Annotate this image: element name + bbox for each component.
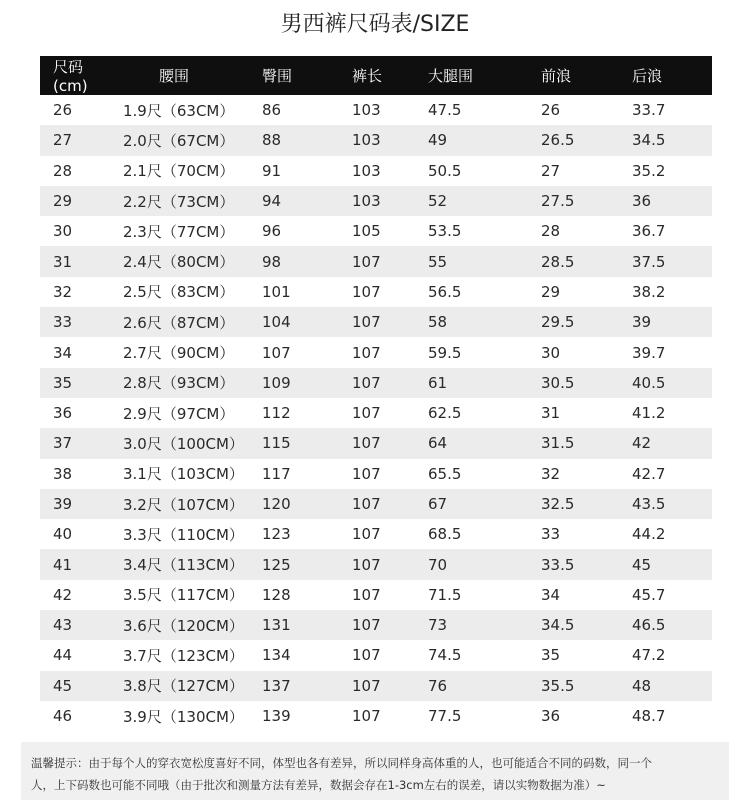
cell-front-rise: 26.5: [535, 125, 624, 155]
cell-hip: 109: [262, 368, 352, 398]
cell-length: 107: [352, 585, 381, 604]
cell-back-rise: 48: [624, 671, 712, 701]
cell-size: 36: [53, 404, 73, 423]
cell-thigh: 50.5: [428, 161, 462, 180]
cell-back-rise: 40.5: [624, 368, 712, 398]
cell-size: 45: [40, 671, 110, 701]
cell-back-rise: 48.7: [632, 707, 666, 726]
note-box: [21, 742, 729, 800]
cell-size: 27: [40, 125, 110, 155]
cell-thigh: 77.5: [428, 707, 462, 726]
cell-waist: 3.6尺（120CM）: [110, 610, 262, 640]
cell-hip: 125: [262, 549, 352, 579]
cell-size: 33: [40, 307, 110, 337]
cell-length: 103: [352, 186, 428, 216]
cell-back-rise: 33.7: [632, 101, 666, 120]
cell-hip: 86: [262, 101, 282, 120]
cell-waist: 2.9尺（97CM）: [123, 404, 235, 423]
cell-hip: 128: [262, 585, 291, 604]
cell-size: 34: [53, 343, 73, 362]
cell-waist: 3.2尺（107CM）: [110, 489, 262, 519]
cell-size: 32: [53, 282, 73, 301]
table-row: [40, 95, 712, 125]
cell-waist: 2.2尺（73CM）: [110, 186, 262, 216]
cell-front-rise: 33.5: [535, 549, 624, 579]
cell-thigh: 74.5: [428, 646, 462, 665]
cell-thigh: 64: [428, 428, 535, 458]
cell-front-rise: 34.5: [535, 610, 624, 640]
cell-length: 107: [352, 464, 381, 483]
cell-size: 39: [40, 489, 110, 519]
cell-back-rise: 42.7: [632, 464, 666, 483]
table-row: [40, 277, 712, 307]
table-row: [40, 368, 712, 398]
cell-front-rise: 27: [541, 161, 561, 180]
table-row: [40, 125, 712, 155]
cell-thigh: 59.5: [428, 343, 462, 362]
cell-size: 44: [53, 646, 73, 665]
cell-size: 30: [53, 222, 73, 241]
cell-front-rise: 27.5: [535, 186, 624, 216]
cell-size: 40: [53, 525, 73, 544]
table-row: [40, 519, 712, 549]
cell-front-rise: 29: [541, 282, 561, 301]
header-size: 尺码(cm): [40, 56, 110, 95]
header-length: 裤长: [352, 56, 428, 95]
cell-length: 107: [352, 428, 428, 458]
cell-front-rise: 30: [541, 343, 561, 362]
cell-hip: 107: [262, 343, 291, 362]
table-row: [40, 640, 712, 670]
table-row: [40, 580, 712, 610]
cell-front-rise: 32.5: [535, 489, 624, 519]
cell-hip: 123: [262, 525, 291, 544]
cell-size: 42: [53, 585, 73, 604]
cell-thigh: 47.5: [428, 101, 462, 120]
table-row: [40, 549, 712, 579]
table-row: [40, 459, 712, 489]
header-thigh: 大腿围: [428, 56, 535, 95]
cell-length: 107: [352, 610, 428, 640]
cell-hip: 101: [262, 282, 291, 301]
cell-size: 29: [40, 186, 110, 216]
cell-waist: 2.8尺（93CM）: [110, 368, 262, 398]
cell-hip: 120: [262, 489, 352, 519]
cell-thigh: 55: [428, 246, 535, 276]
cell-front-rise: 35.5: [535, 671, 624, 701]
cell-size: 26: [53, 101, 73, 120]
cell-size: 35: [40, 368, 110, 398]
cell-front-rise: 33: [541, 525, 561, 544]
cell-length: 107: [352, 549, 428, 579]
cell-thigh: 52: [428, 186, 535, 216]
cell-thigh: 70: [428, 549, 535, 579]
cell-thigh: 58: [428, 307, 535, 337]
cell-thigh: 56.5: [428, 282, 462, 301]
cell-hip: 117: [262, 464, 291, 483]
cell-thigh: 53.5: [428, 222, 462, 241]
cell-length: 103: [352, 101, 381, 120]
cell-length: 105: [352, 222, 381, 241]
cell-length: 107: [352, 343, 381, 362]
cell-back-rise: 38.2: [632, 282, 666, 301]
cell-front-rise: 34: [541, 585, 561, 604]
cell-front-rise: 28.5: [535, 246, 624, 276]
cell-hip: 131: [262, 610, 352, 640]
cell-length: 107: [352, 282, 381, 301]
header-hip: 臀围: [262, 56, 352, 95]
cell-back-rise: 47.2: [632, 646, 666, 665]
cell-front-rise: 31: [541, 404, 561, 423]
cell-length: 107: [352, 525, 381, 544]
cell-waist: 2.1尺（70CM）: [123, 162, 235, 181]
cell-thigh: 49: [428, 125, 535, 155]
cell-back-rise: 42: [624, 428, 712, 458]
cell-hip: 134: [262, 646, 291, 665]
cell-size: 38: [53, 464, 73, 483]
cell-waist: 1.9尺（63CM）: [123, 101, 235, 120]
cell-length: 103: [352, 161, 381, 180]
cell-hip: 115: [262, 428, 352, 458]
cell-waist: 2.4尺（80CM）: [110, 246, 262, 276]
cell-hip: 112: [262, 404, 291, 423]
table-row: [40, 307, 712, 337]
table-row: [40, 156, 712, 186]
cell-thigh: 67: [428, 489, 535, 519]
table-row: [40, 428, 712, 458]
cell-size: 37: [40, 428, 110, 458]
cell-waist: 3.5尺（117CM）: [123, 586, 244, 605]
cell-hip: 94: [262, 186, 352, 216]
cell-hip: 98: [262, 246, 352, 276]
note-line-2: 人，上下码数也可能不同哦（由于批次和测量方法有差异，数据会存在1-3cm左右的误差，请以实物数据为准）~: [31, 778, 606, 792]
cell-back-rise: 41.2: [632, 404, 666, 423]
table-row: [40, 186, 712, 216]
cell-back-rise: 34.5: [624, 125, 712, 155]
page-title: 男西裤尺码表/SIZE: [280, 12, 470, 37]
table-row: [40, 246, 712, 276]
cell-size: 31: [40, 246, 110, 276]
cell-hip: 137: [262, 671, 352, 701]
cell-length: 107: [352, 368, 428, 398]
table-row: [40, 610, 712, 640]
cell-length: 107: [352, 671, 428, 701]
cell-front-rise: 35: [541, 646, 561, 665]
cell-waist: 2.6尺（87CM）: [110, 307, 262, 337]
cell-thigh: 73: [428, 610, 535, 640]
size-table: [40, 56, 712, 731]
cell-thigh: 68.5: [428, 525, 462, 544]
table-row: [40, 337, 712, 367]
cell-back-rise: 36: [624, 186, 712, 216]
cell-thigh: 61: [428, 368, 535, 398]
cell-length: 107: [352, 307, 428, 337]
cell-back-rise: 36.7: [632, 222, 666, 241]
table-header-row: [40, 56, 712, 95]
cell-front-rise: 29.5: [535, 307, 624, 337]
table-row: [40, 671, 712, 701]
cell-back-rise: 44.2: [632, 525, 666, 544]
table-row: [40, 398, 712, 428]
cell-waist: 2.5尺（83CM）: [123, 283, 235, 302]
cell-front-rise: 30.5: [535, 368, 624, 398]
cell-hip: 96: [262, 222, 282, 241]
cell-waist: 3.3尺（110CM）: [123, 525, 244, 544]
cell-hip: 91: [262, 161, 282, 180]
cell-size: 46: [53, 707, 73, 726]
cell-length: 107: [352, 489, 428, 519]
table-row: [40, 489, 712, 519]
cell-back-rise: 43.5: [624, 489, 712, 519]
cell-back-rise: 46.5: [624, 610, 712, 640]
cell-size: 28: [53, 161, 73, 180]
cell-waist: 3.7尺（123CM）: [123, 646, 244, 665]
cell-waist: 3.0尺（100CM）: [110, 428, 262, 458]
cell-back-rise: 37.5: [624, 246, 712, 276]
cell-hip: 104: [262, 307, 352, 337]
cell-front-rise: 32: [541, 464, 561, 483]
cell-waist: 2.0尺（67CM）: [110, 125, 262, 155]
cell-waist: 3.1尺（103CM）: [123, 465, 244, 484]
cell-hip: 88: [262, 125, 352, 155]
header-waist: 腰围: [110, 56, 262, 95]
cell-front-rise: 28: [541, 222, 561, 241]
table-row: [40, 701, 712, 731]
cell-size: 41: [40, 549, 110, 579]
table-body: [40, 95, 712, 731]
cell-waist: 3.9尺（130CM）: [123, 707, 244, 726]
cell-length: 107: [352, 404, 381, 423]
cell-size: 43: [40, 610, 110, 640]
cell-back-rise: 39: [624, 307, 712, 337]
cell-thigh: 65.5: [428, 464, 462, 483]
cell-back-rise: 45: [624, 549, 712, 579]
cell-back-rise: 39.7: [632, 343, 666, 362]
cell-front-rise: 26: [541, 101, 561, 120]
cell-hip: 139: [262, 707, 291, 726]
cell-thigh: 76: [428, 671, 535, 701]
cell-waist: 2.3尺（77CM）: [123, 222, 235, 241]
note-line-1: 温馨提示：由于每个人的穿衣宽松度喜好不同，体型也各有差异，所以同样身高体重的人，也可能适合不同的码数，同一个: [31, 756, 652, 770]
cell-length: 107: [352, 646, 381, 665]
cell-waist: 3.8尺（127CM）: [110, 671, 262, 701]
cell-waist: 3.4尺（113CM）: [110, 549, 262, 579]
table-row: [40, 216, 712, 246]
cell-waist: 2.7尺（90CM）: [123, 344, 235, 363]
header-back-rise: 后浪: [624, 56, 712, 95]
cell-thigh: 62.5: [428, 404, 462, 423]
header-front-rise: 前浪: [535, 56, 624, 95]
cell-front-rise: 36: [541, 707, 561, 726]
cell-back-rise: 35.2: [632, 161, 666, 180]
cell-length: 107: [352, 246, 428, 276]
cell-back-rise: 45.7: [632, 585, 666, 604]
cell-front-rise: 31.5: [535, 428, 624, 458]
cell-thigh: 71.5: [428, 585, 462, 604]
cell-length: 107: [352, 707, 381, 726]
cell-length: 103: [352, 125, 428, 155]
